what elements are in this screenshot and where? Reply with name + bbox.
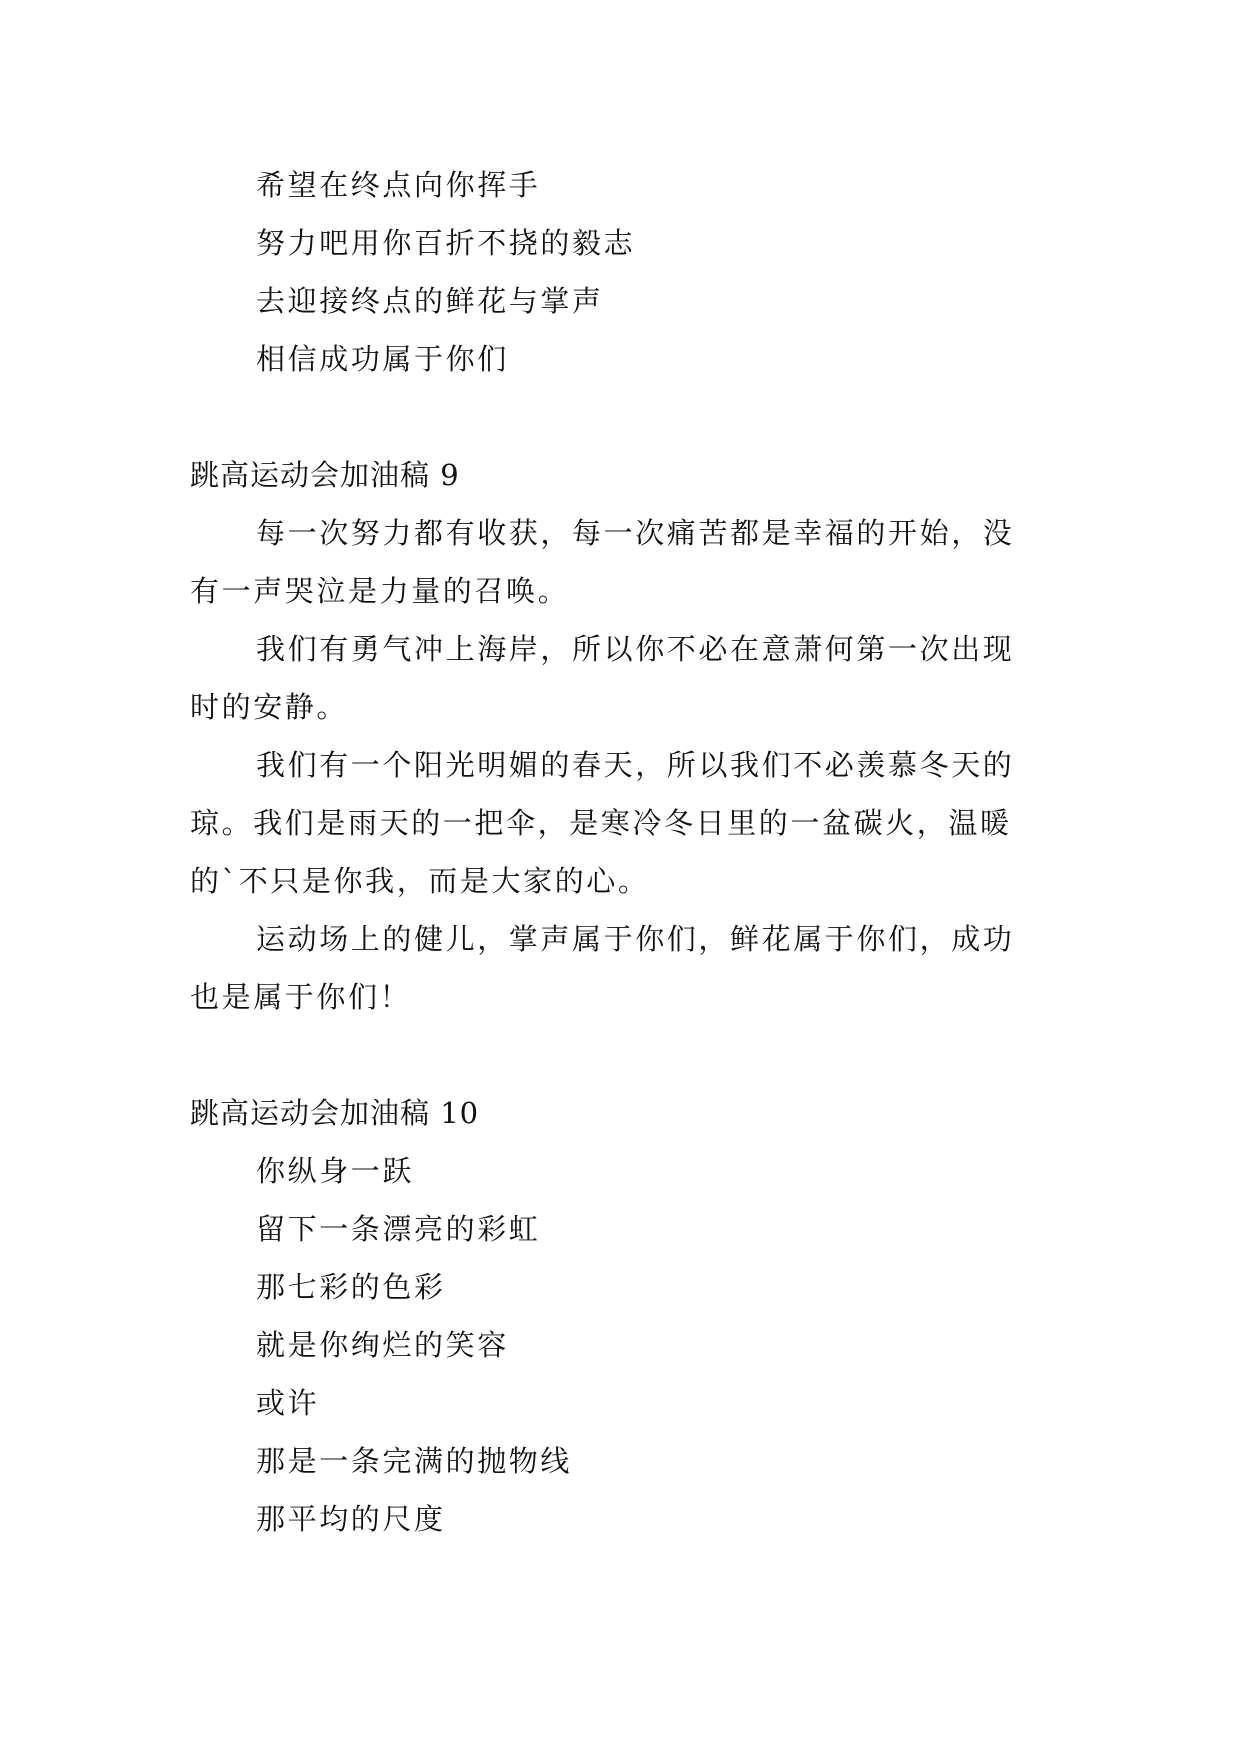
poem-line: 或许 bbox=[256, 1386, 320, 1420]
paragraph-line: 琼。我们是雨天的一把伞，是寒冷冬日里的一盆碳火，温暖 bbox=[190, 806, 1012, 840]
poem-line: 那平均的尺度 bbox=[256, 1502, 446, 1536]
paragraph-line: 时的安静。 bbox=[190, 690, 349, 724]
poem-line: 努力吧用你百折不挠的毅志 bbox=[256, 226, 636, 260]
paragraph-line: 运动场上的健儿，掌声属于你们，鲜花属于你们，成功 bbox=[256, 922, 1015, 956]
paragraph-line: 我们有勇气冲上海岸，所以你不必在意萧何第一次出现 bbox=[256, 632, 1015, 666]
paragraph-line: 每一次努力都有收获，每一次痛苦都是幸福的开始，没 bbox=[256, 516, 1015, 550]
section-title: 跳高运动会加油稿 9 bbox=[190, 458, 460, 492]
poem-line: 那是一条完满的抛物线 bbox=[256, 1444, 573, 1478]
paragraph-line: 有一声哭泣是力量的召唤。 bbox=[190, 574, 570, 608]
paragraph-line: 也是属于你们！ bbox=[190, 980, 412, 1014]
poem-line: 你纵身一跃 bbox=[256, 1154, 415, 1188]
paragraph-line: 的`不只是你我，而是大家的心。 bbox=[190, 864, 650, 898]
poem-line: 去迎接终点的鲜花与掌声 bbox=[256, 284, 604, 318]
poem-line: 那七彩的色彩 bbox=[256, 1270, 446, 1304]
section-title: 跳高运动会加油稿 10 bbox=[190, 1096, 480, 1130]
paragraph-line: 我们有一个阳光明媚的春天，所以我们不必羡慕冬天的 bbox=[256, 748, 1015, 782]
poem-line: 希望在终点向你挥手 bbox=[256, 168, 541, 202]
poem-line: 就是你绚烂的笑容 bbox=[256, 1328, 509, 1362]
poem-line: 相信成功属于你们 bbox=[256, 342, 509, 376]
poem-line: 留下一条漂亮的彩虹 bbox=[256, 1212, 541, 1246]
